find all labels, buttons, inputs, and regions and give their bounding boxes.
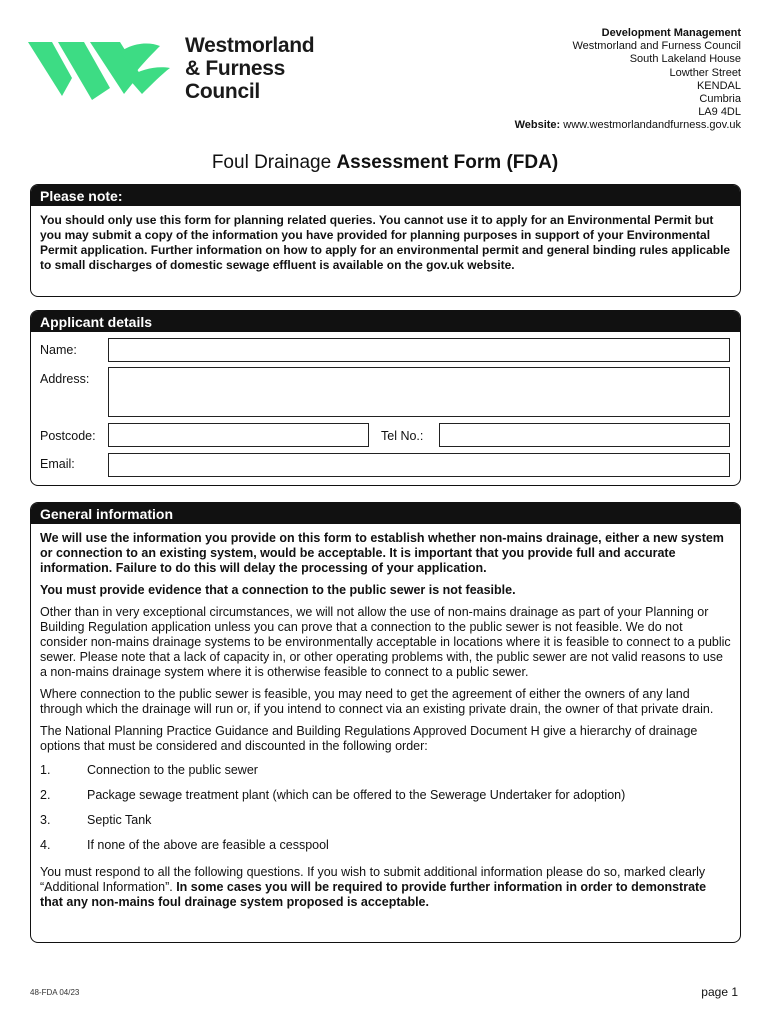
council-name-line: & Furness <box>185 57 285 80</box>
general-information-section <box>30 502 741 943</box>
council-emblem-icon <box>28 38 178 102</box>
address-line: Lowther Street <box>669 66 741 79</box>
council-name-line: Council <box>185 80 260 103</box>
address-field[interactable] <box>108 367 730 417</box>
email-field[interactable] <box>108 453 730 477</box>
address-label: Address: <box>40 372 90 386</box>
list-item <box>40 838 731 863</box>
applicant-details-section <box>30 310 741 486</box>
address-line: Cumbria <box>699 93 741 106</box>
form-title <box>0 152 770 174</box>
list-item <box>40 813 731 838</box>
closing-text-normal: You must respond to all the following questions. If you wish to submit additional information please do so, marked clearly “Additional Information”. <box>40 865 706 894</box>
closing-text-bold: In some cases you will be required to provide further information in order to demonstrate that any non-mains foul drainage system proposed is acceptable. <box>40 880 707 909</box>
tel-label: Tel No.: <box>381 429 424 443</box>
list-item-number: 2. <box>40 788 51 802</box>
list-item-text: Septic Tank <box>87 813 152 827</box>
postcode-field[interactable] <box>108 423 369 447</box>
paragraph: Where connection to the public sewer is feasible, you may need to get the agreement of either the owners of any land through which the drainage will run or, if you intend to connect via an existing private drain, the owner of that private drain. <box>40 687 714 716</box>
list-item-number: 4. <box>40 838 51 852</box>
form-code: 48-FDA 04/23 <box>30 988 80 997</box>
general-body <box>31 524 740 910</box>
please-note-section <box>30 184 741 297</box>
page-number: page 1 <box>701 985 738 999</box>
address-line: South Lakeland House <box>629 53 741 66</box>
council-name <box>185 34 314 103</box>
form-title-normal: Foul Drainage <box>211 152 332 173</box>
list-item-text: If none of the above are feasible a cesspool <box>87 838 329 852</box>
email-label: Email: <box>40 457 75 471</box>
list-item-text: Connection to the public sewer <box>87 763 258 777</box>
list-item-number: 1. <box>40 763 51 777</box>
evidence-text: You must provide evidence that a connection to the public sewer is not feasible. <box>40 583 516 597</box>
website-line <box>515 119 741 132</box>
paragraph: The National Planning Practice Guidance and Building Regulations Approved Document H give a hierarchy of drainage options that must be considered and discounted in the following order: <box>40 724 698 753</box>
list-item <box>40 763 731 788</box>
postcode-label: Postcode: <box>40 429 96 443</box>
section-heading: Please note: <box>31 185 740 206</box>
section-heading: General information <box>31 503 740 524</box>
council-name-line: Westmorland <box>185 34 315 57</box>
form-title-bold: Assessment Form (FDA) <box>336 152 559 173</box>
council-address <box>515 27 741 133</box>
address-line: KENDAL <box>696 79 741 92</box>
tel-field[interactable] <box>439 423 730 447</box>
list-item-number: 3. <box>40 813 51 827</box>
council-logo <box>28 34 328 104</box>
name-label: Name: <box>40 343 77 357</box>
section-heading: Applicant details <box>31 311 740 332</box>
list-item-text: Package sewage treatment plant (which can be offered to the Sewerage Undertaker for adoption) <box>87 788 626 802</box>
intro-text: We will use the information you provide on this form to establish whether non-mains drainage, either a new system or connection to an existing system, would be acceptable. It is important that you provide full and accurate information. Failure to do this will delay the processing of your application. <box>40 531 724 575</box>
address-line: LA9 4DL <box>698 106 741 119</box>
name-field[interactable] <box>108 338 730 362</box>
address-line: Westmorland and Furness Council <box>572 40 741 53</box>
website-link[interactable]: www.westmorlandandfurness.gov.uk <box>563 119 741 132</box>
paragraph: Other than in very exceptional circumstances, we will not allow the use of non-mains drainage as part of your Planning or Building Regulation application unless you can prove that a connection to the public sewer is not feasible. We do not consider non-mains drainage systems to be environmentally acceptable in locations where it is feasible to connect to a public sewer. Please note that a lack of capacity in, or other operating problems with, the public sewer are not valid reasons to use a non-mains drainage system where it is otherwise feasible to connect to a public sewer. <box>40 605 731 679</box>
note-text: You should only use this form for planning related queries. You cannot use it to apply for an Environmental Permit but you may submit a copy of the information you have provided for planning purposes in support of your Environmental Permit application. Further information on how to apply for an environmental permit and general binding rules applicable to small discharges of domestic sewage effluent is available on the gov.uk website. <box>40 213 731 272</box>
list-item <box>40 788 731 813</box>
department-name: Development Management <box>601 27 741 39</box>
closing-text <box>40 865 731 910</box>
website-label: Website: <box>514 119 561 132</box>
